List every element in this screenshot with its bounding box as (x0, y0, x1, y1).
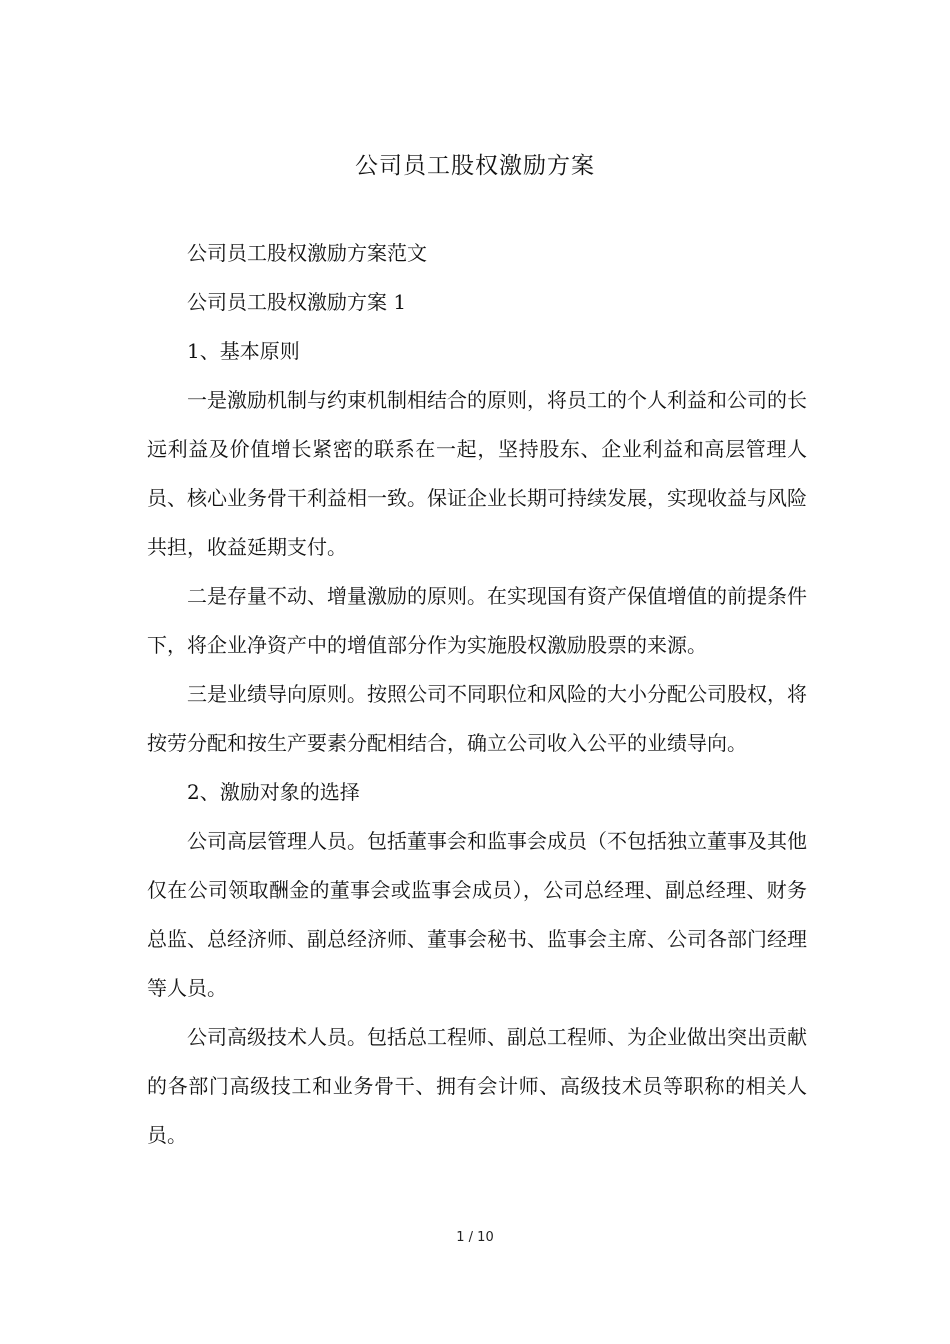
paragraph: 公司高层管理人员。包括董事会和监事会成员（不包括独立董事及其他仅在公司领取酬金的董事会或监事会成员），公司总经理、副总经理、财务总监、总经济师、副总经济师、董事会秘书、监事会主席、公司各部门经理等人员。 (147, 829, 807, 1000)
paragraph: 公司员工股权激励方案 1 (187, 290, 407, 314)
section-heading: 1、基本原则 (187, 339, 300, 363)
document-title: 公司员工股权激励方案 (355, 153, 595, 179)
section-heading: 2、激励对象的选择 (187, 780, 360, 804)
paragraph: 一是激励机制与约束机制相结合的原则，将员工的个人利益和公司的长远利益及价值增长紧密的联系在一起，坚持股东、企业利益和高层管理人员、核心业务骨干利益相一致。保证企业长期可持续发展，实现收益与风险共担，收益延期支付。 (147, 388, 807, 559)
paragraph: 三是业绩导向原则。按照公司不同职位和风险的大小分配公司股权，将按劳分配和按生产要素分配相结合，确立公司收入公平的业绩导向。 (147, 682, 807, 755)
document-body (147, 229, 807, 1160)
page-number: 1 / 10 (456, 1230, 494, 1245)
paragraph: 二是存量不动、增量激励的原则。在实现国有资产保值增值的前提条件下，将企业净资产中的增值部分作为实施股权激励股票的来源。 (147, 584, 807, 657)
paragraph: 公司员工股权激励方案范文 (187, 241, 427, 265)
paragraph: 公司高级技术人员。包括总工程师、副总工程师、为企业做出突出贡献的各部门高级技工和业务骨干、拥有会计师、高级技术员等职称的相关人员。 (147, 1025, 807, 1147)
